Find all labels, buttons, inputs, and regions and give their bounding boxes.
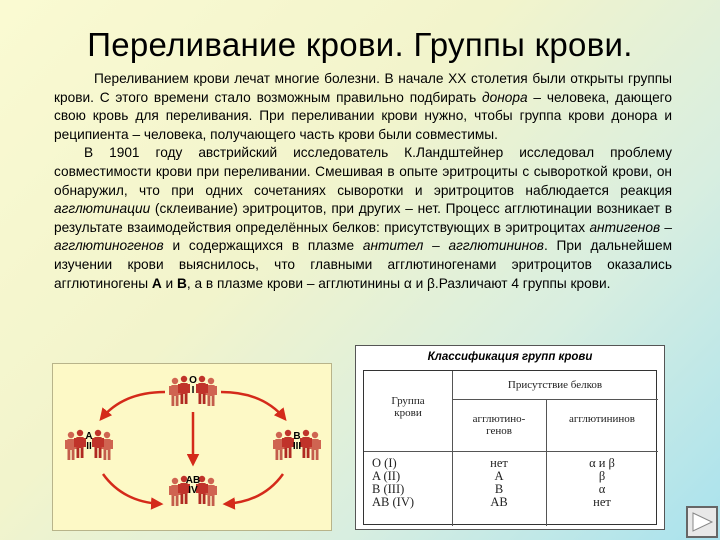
blood-group-table (355, 345, 665, 530)
group-o-label: O I (189, 375, 197, 396)
blood-group-diagram (52, 363, 332, 531)
table-grid (363, 370, 657, 525)
col-antibodies: α и β β α нет (589, 456, 615, 509)
table-title: Классификация групп крови (427, 351, 593, 363)
header-agglutinogens: агглютино- генов (472, 413, 526, 437)
col-groups: O (I) A (II) B (III) AB (IV) (372, 456, 415, 509)
header-group: Группа крови (391, 395, 425, 419)
group-b-label: B III (292, 431, 302, 452)
group-a-label: A II (85, 431, 93, 452)
header-proteins: Присутствие белков (507, 379, 603, 391)
header-agglutinins: агглютининов (569, 413, 635, 425)
paragraph-2: В 1901 году австрийский исследователь К.Ландштейнер исследовал проблему совместимости крови при переливании. Смешивая в опыте эритроциты с сывороткой крови, он обнаружил, что при одних сочетаниях сыворотки и эритроцитов наблюдается реакция агглютинации (склеивание) эритроцитов, при других – нет. Процесс агглютинации возникает в результате взаимодействия определённых белков: присутствующих в эритроцитах антигенов – агглютиногенов и содержащихся в плазме антител – агглютининов. При дальнейшем изучении крови выяснилось, что главными агглютиногенами эритроцитов оказались агглютиногены А и В, а в плазме крови – агглютинины α и β.Различают 4 группы крови. (54, 145, 672, 291)
group-ab-label: AB IV (185, 475, 201, 496)
slide-title: Переливание крови. Группы крови. (87, 26, 633, 63)
col-antigens: нет A B AB (490, 456, 508, 509)
body-text (54, 70, 672, 293)
paragraph-1: Переливанием крови лечат многие болезни. В начале XX столетия были открыты группы крови. С этого времени стало возможным правильно подбирать донора – человека, дающего свою кровь для переливания. При переливании крови нужно, чтобы группа крови донора и реципиента – человека, получающего часть крови были совместимы. (54, 71, 672, 142)
next-slide-button[interactable] (686, 506, 718, 538)
next-slide-arrow-icon (688, 508, 716, 536)
